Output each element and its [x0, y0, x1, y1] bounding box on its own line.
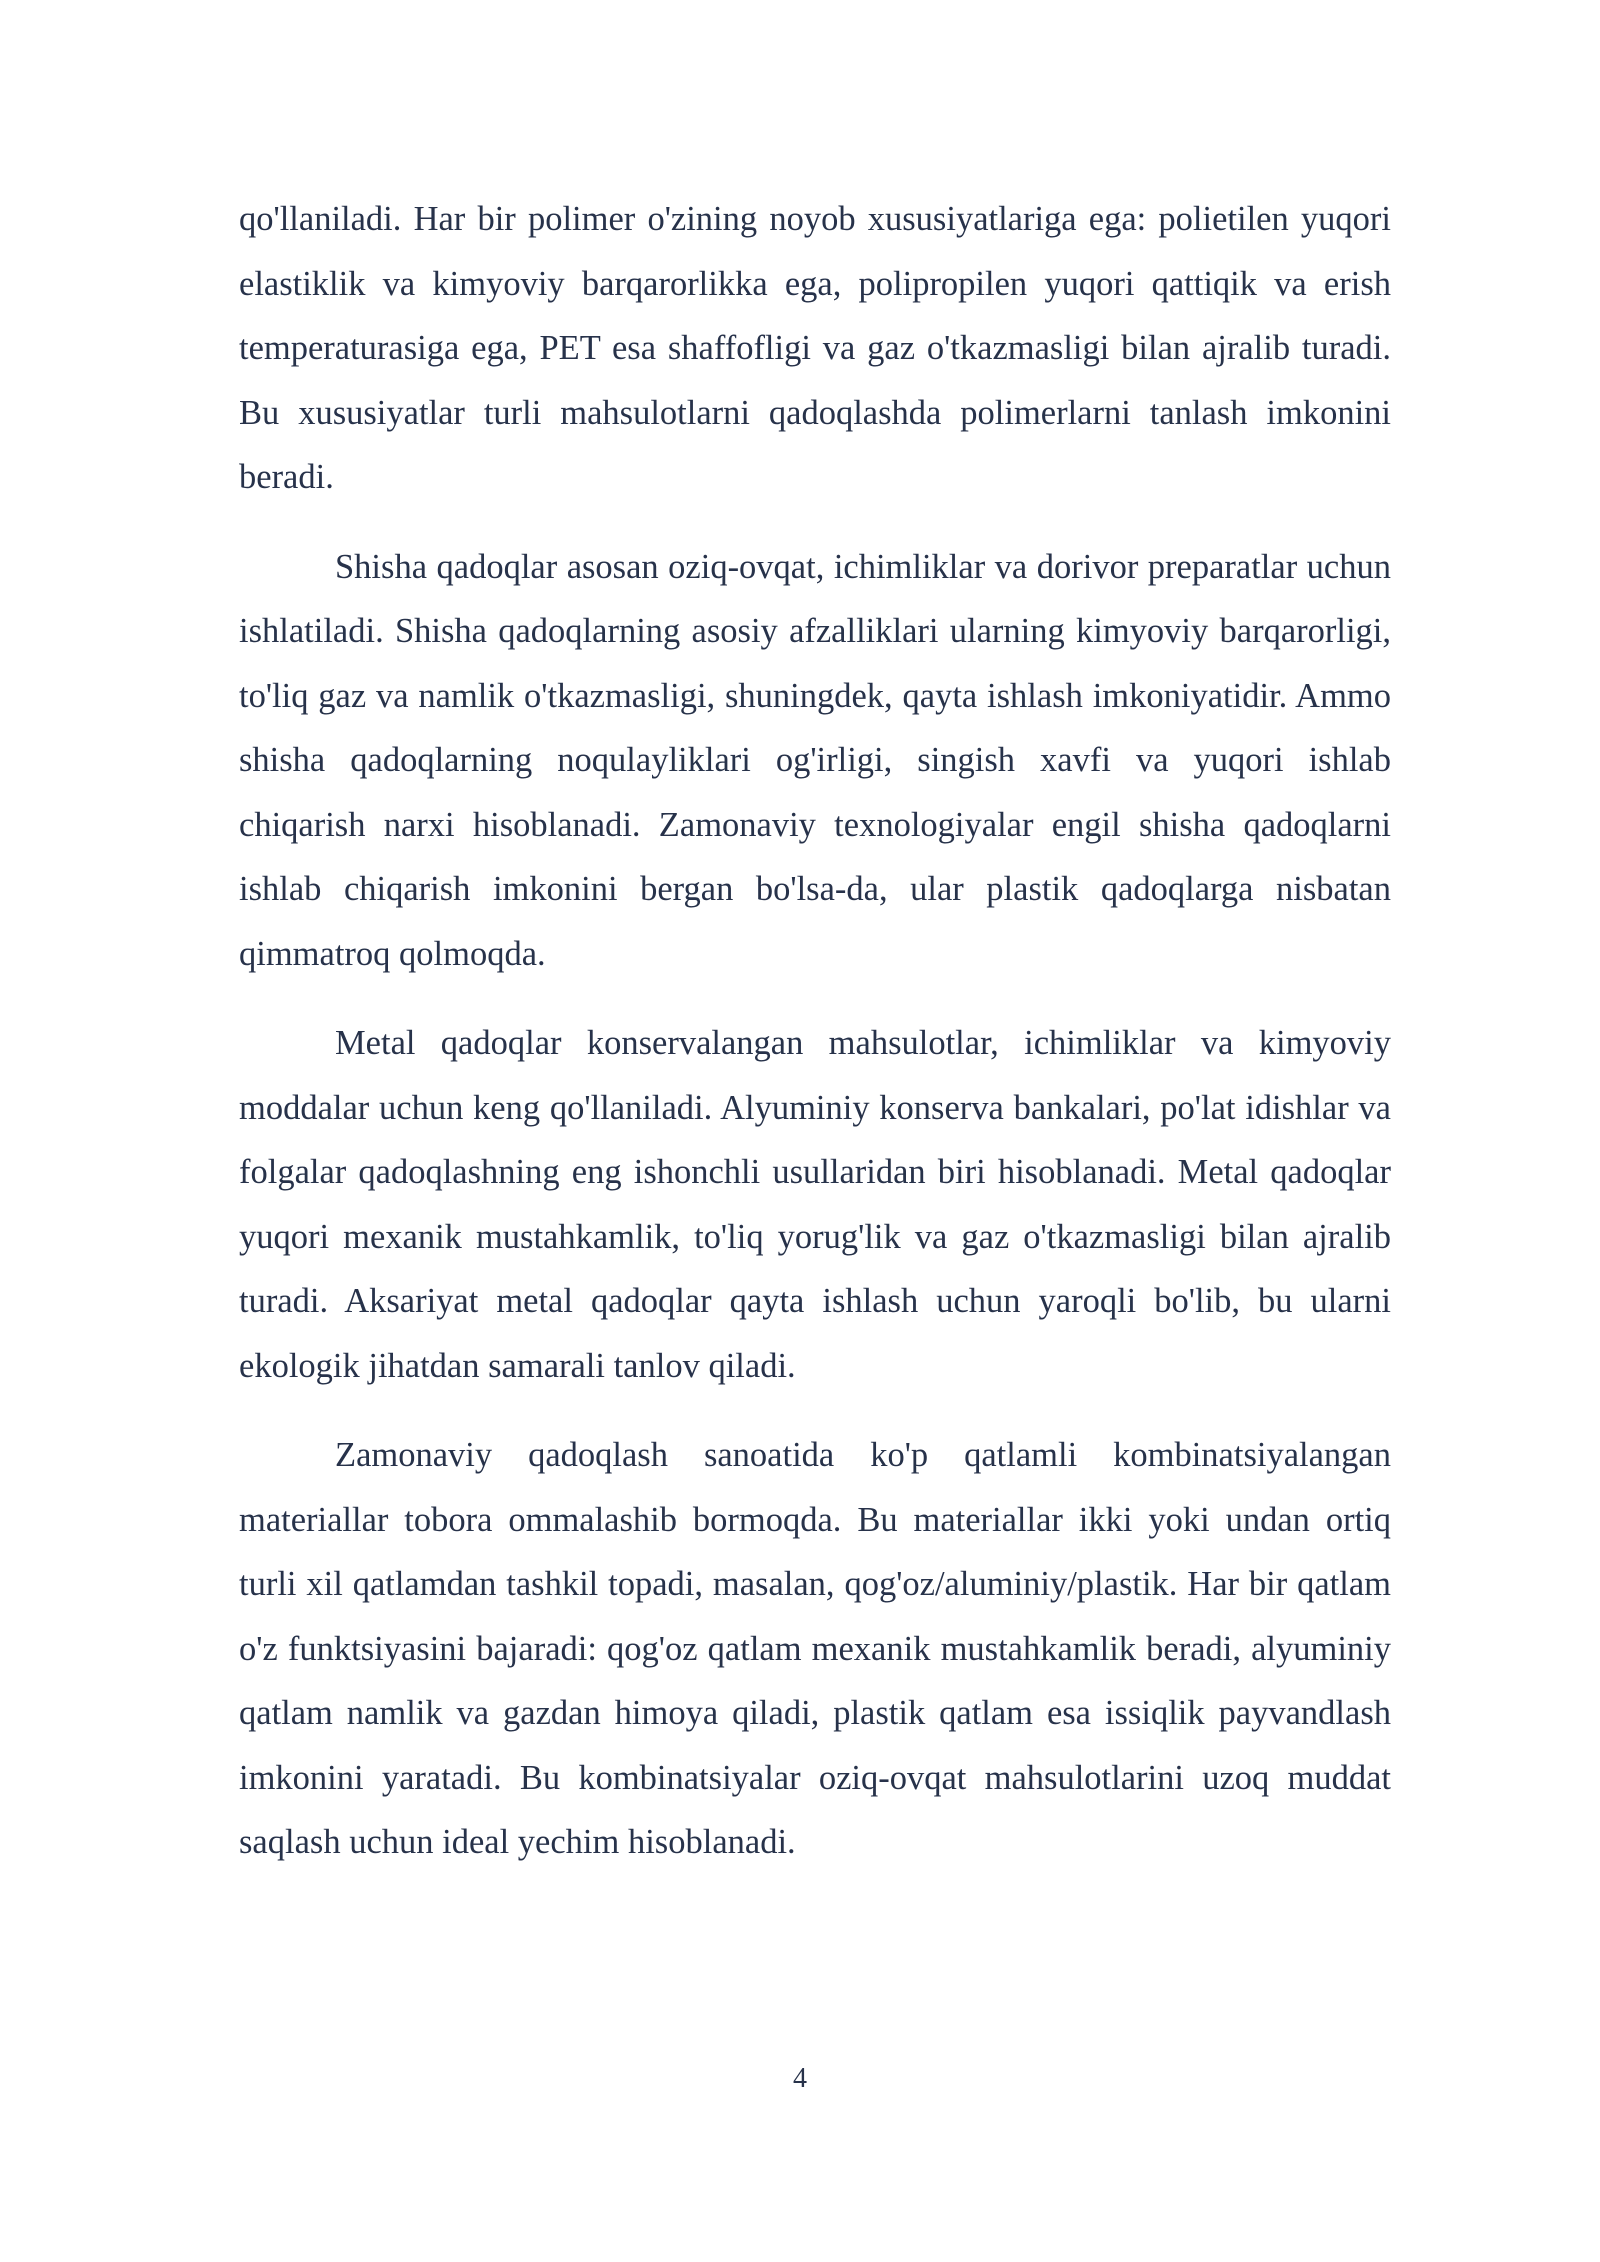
body-text: [239, 187, 1391, 1875]
paragraph-metal-packaging: Metal qadoqlar konservalangan mahsulotlar, ichimliklar va kimyoviy moddalar uchun keng qo'llaniladi. Alyuminiy konserva bankalari, po'lat idishlar va folgalar qadoqlashning eng ishonchli usullaridan biri hisoblanadi. Metal qadoqlar yuqori mexanik mustahkamlik, to'liq yorug'lik va gaz o'tkazmasligi bilan ajralib turadi. Aksariyat metal qadoqlar qayta ishlash uchun yaroqli bo'lib, bu ularni ekologik jihatdan samarali tanlov qiladi.: [239, 1024, 1391, 1385]
page-number: 4: [793, 2063, 807, 2094]
paragraph-glass-packaging: Shisha qadoqlar asosan oziq-ovqat, ichimliklar va dorivor preparatlar uchun ishlatiladi. Shisha qadoqlarning asosiy afzalliklari ularning kimyoviy barqarorligi, to'liq gaz va namlik o'tkazmasligi, shuningdek, qayta ishlash imkoniyatidir. Ammo shisha qadoqlarning noqulayliklari og'irligi, singish xavfi va yuqori ishlab chiqarish narxi hisoblanadi. Zamonaviy texnologiyalar engil shisha qadoqlarni ishlab chiqarish imkonini bergan bo'lsa-da, ular plastik qadoqlarga nisbatan qimmatroq qolmoqda.: [239, 547, 1391, 973]
paragraph-multilayer-materials: Zamonaviy qadoqlash sanoatida ko'p qatlamli kombinatsiyalangan materiallar tobora ommalashib bormoqda. Bu materiallar ikki yoki undan ortiq turli xil qatlamdan tashkil topadi, masalan, qog'oz/aluminiy/plastik. Har bir qatlam o'z funktsiyasini bajaradi: qog'oz qatlam mexanik mustahkamlik beradi, alyuminiy qatlam namlik va gazdan himoya qiladi, plastik qatlam esa issiqlik payvandlash imkonini yaratadi. Bu kombinatsiyalar oziq-ovqat mahsulotlarini uzoq muddat saqlash uchun ideal yechim hisoblanadi.: [239, 1436, 1391, 1861]
paragraph-polymers-continued: qo'llaniladi. Har bir polimer o'zining noyob xususiyatlariga ega: polietilen yuqori elastiklik va kimyoviy barqarorlikka ega, polipropilen yuqori qattiqik va erish temperaturasiga ega, PET esa shaffofligi va gaz o'tkazmasligi bilan ajralib turadi. Bu xususiyatlar turli mahsulotlarni qadoqlashda polimerlarni tanlash imkonini beradi.: [239, 200, 1391, 496]
